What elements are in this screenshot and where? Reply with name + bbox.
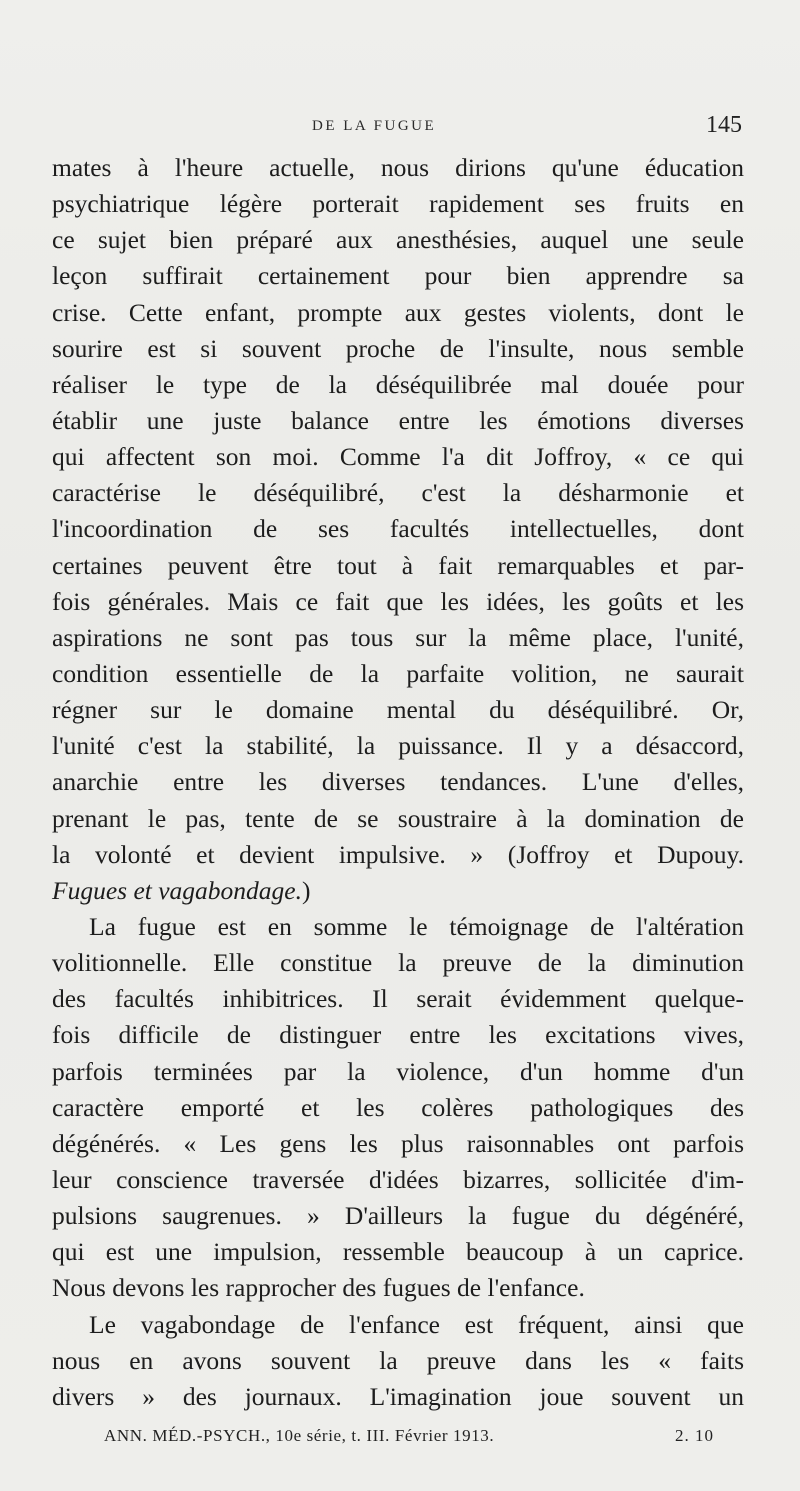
- page-footer: [104, 1422, 714, 1448]
- text-line: nous en avons souvent la preuve dans les « faits: [52, 1345, 744, 1375]
- text-line: parfois terminées par la violence, d'un homme d'un: [52, 1056, 744, 1086]
- text-line: divers » des journaux. L'imagination joue souvent un: [52, 1381, 744, 1411]
- text-line: fois difficile de distinguer entre les excitations vives,: [52, 1020, 744, 1050]
- text-line: Nous devons les rapprocher des fugues de l'enfance.: [52, 1273, 585, 1303]
- text-line: des facultés inhibitrices. Il serait évidemment quelque-: [52, 984, 744, 1014]
- text-line: pulsions saugrenues. » D'ailleurs la fugue du dégénéré,: [52, 1201, 744, 1231]
- text-line: la volonté et devient impulsive. » (Joffroy et Dupouy.: [52, 839, 744, 869]
- citation-close: ): [301, 875, 311, 905]
- signature-mark: 2. 10: [675, 1426, 714, 1445]
- text-line: établir une juste balance entre les émotions diverses: [52, 405, 744, 435]
- text-line: caractérise le déséquilibré, c'est la désharmonie et: [52, 478, 744, 508]
- text-line: qui affectent son moi. Comme l'a dit Joffroy, « ce qui: [52, 442, 744, 472]
- citation-line: [52, 873, 744, 909]
- text-line: l'unité c'est la stabilité, la puissance. Il y a désaccord,: [52, 731, 744, 761]
- text-line: caractère emporté et les colères pathologiques des: [52, 1092, 744, 1122]
- text-line: leçon suffirait certainement pour bien apprendre sa: [52, 261, 744, 291]
- running-head: [52, 112, 742, 142]
- text-line: psychiatrique légère porterait rapidement ses fruits en: [52, 189, 744, 219]
- text-line: condition essentielle de la parfaite volition, ne saurait: [52, 658, 744, 688]
- text-line: crise. Cette enfant, prompte aux gestes violents, dont le: [52, 297, 744, 327]
- text-line: ce sujet bien préparé aux anesthésies, auquel une seule: [52, 225, 744, 255]
- text-line: certaines peuvent être tout à fait remarquables et par-: [52, 550, 744, 580]
- body-text: [52, 150, 744, 1415]
- text-line: l'incoordination de ses facultés intellectuelles, dont: [52, 514, 744, 544]
- text-line: aspirations ne sont pas tous sur la même place, l'unité,: [52, 622, 744, 652]
- text-line: fois générales. Mais ce fait que les idées, les goûts et les: [52, 586, 744, 616]
- text-line: mates à l'heure actuelle, nous dirions qu'une éducation: [52, 153, 744, 182]
- text-line: Le vagabondage de l'enfance est fréquent, ainsi que: [89, 1309, 744, 1339]
- text-line: anarchie entre les diverses tendances. L'une d'elles,: [52, 767, 744, 797]
- journal-reference: ANN. MÉD.-PSYCH., 10e série, t. III. Février 1913.: [104, 1426, 495, 1445]
- text-line: prenant le pas, tente de se soustraire à la domination de: [52, 803, 744, 833]
- text-line: leur conscience traversée d'idées bizarres, sollicitée d'im-: [52, 1164, 744, 1194]
- text-line: La fugue est en somme le témoignage de l'altération: [89, 911, 744, 941]
- citation-title: Fugues et vagabondage.: [52, 875, 302, 905]
- paragraph-3: [52, 1307, 744, 1415]
- text-line: sourire est si souvent proche de l'insulte, nous semble: [52, 333, 744, 363]
- text-line: volitionnelle. Elle constitue la preuve de la diminution: [52, 948, 744, 978]
- paragraph-2: [52, 909, 744, 1307]
- text-line: qui est une impulsion, ressemble beaucoup à un caprice.: [52, 1237, 744, 1267]
- text-line: dégénérés. « Les gens les plus raisonnables ont parfois: [52, 1128, 744, 1158]
- text-line: régner sur le domaine mental du déséquilibré. Or,: [52, 695, 744, 725]
- running-title: DE LA FUGUE: [312, 118, 437, 134]
- page-number: 145: [706, 112, 742, 138]
- text-line: réaliser le type de la déséquilibrée mal douée pour: [52, 369, 744, 399]
- paragraph-1: [52, 150, 744, 909]
